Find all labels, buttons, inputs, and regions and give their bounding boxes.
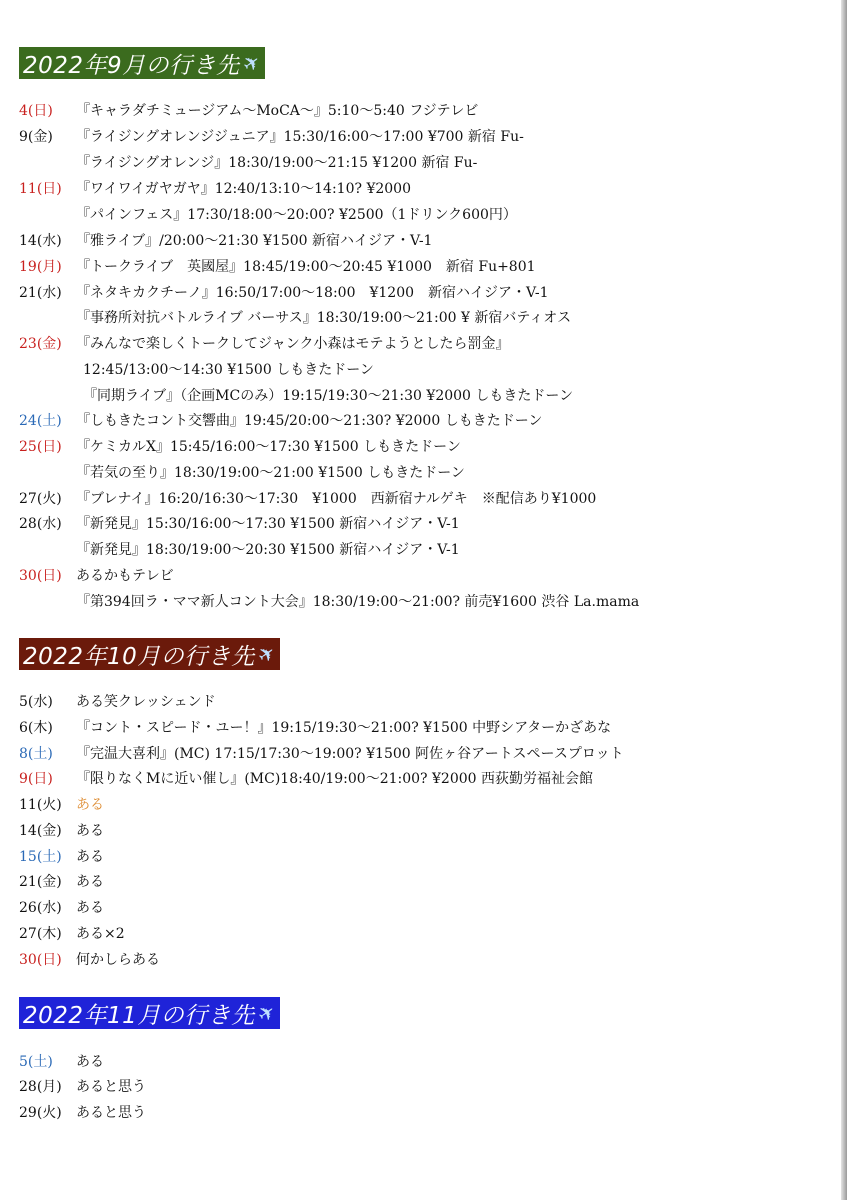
month-heading-text: 2022年11月の行き先 <box>23 1002 255 1029</box>
entry-date: 5(水) <box>19 694 53 710</box>
entry-date: 21(金) <box>19 874 62 890</box>
list-item <box>19 948 160 970</box>
entry-text: 『新発見』18:30/19:00〜20:30 ¥1500 新宿ハイジア・V-1 <box>76 542 460 558</box>
airplane-icon: ✈ <box>252 998 281 1028</box>
entry-date: 30(日) <box>19 568 62 584</box>
month-heading-november <box>19 997 280 1029</box>
entry-date: 30(日) <box>19 952 62 968</box>
entry-text: 『ワイワイガヤガヤ』12:40/13:10〜14:10? ¥2000 <box>76 181 411 197</box>
entry-text: ある <box>76 797 104 813</box>
list-item <box>19 255 536 277</box>
list-item <box>19 461 465 483</box>
entry-text: あると思う <box>76 1079 146 1095</box>
list-item <box>19 1101 146 1123</box>
entry-text: 『みんなで楽しくトークしてジャンク小森はモテようとしたら罰金』 <box>76 336 510 352</box>
entry-text: 『ライジングオレンジ』18:30/19:00〜21:15 ¥1200 新宿 Fu- <box>76 155 478 171</box>
list-item <box>19 99 478 121</box>
entry-text: 『しもきたコント交響曲』19:45/20:00〜21:30? ¥2000 しもきたドーン <box>76 413 543 429</box>
list-item <box>19 151 477 173</box>
entry-text: ある <box>76 900 104 916</box>
list-item <box>19 203 517 225</box>
entry-date: 11(日) <box>19 181 62 197</box>
list-item <box>19 229 432 251</box>
list-item <box>19 793 104 815</box>
entry-text: 『ブレナイ』16:20/16:30〜17:30 ¥1000 西新宿ナルゲキ ※配信あり¥1000 <box>76 491 597 507</box>
entry-date: 11(火) <box>19 797 62 813</box>
list-item <box>19 512 460 534</box>
entry-text: 『同期ライブ』（企画MCのみ）19:15/19:30〜21:30 ¥2000 しもきたドーン <box>83 388 574 404</box>
entry-date: 14(金) <box>19 823 62 839</box>
entry-date: 25(日) <box>19 439 62 455</box>
entry-text: 『コント・スピード・ユー！』19:15/19:30〜21:00? ¥1500 中野シアターかざあな <box>76 720 612 736</box>
entry-date: 6(木) <box>19 720 53 736</box>
entry-text: 『ケミカルX』15:45/16:00〜17:30 ¥1500 しもきたドーン <box>76 439 461 455</box>
entry-text: ある <box>76 823 104 839</box>
list-item <box>19 177 411 199</box>
entry-text: ある <box>76 874 104 890</box>
entry-text: 何かしらある <box>76 952 160 968</box>
entry-text: 『事務所対抗バトルライブ バーサス』18:30/19:00〜21:00 ¥ 新宿バティオス <box>76 310 572 326</box>
list-item <box>19 409 542 431</box>
list-item <box>19 332 509 354</box>
month-heading-text: 2022年9月の行き先 <box>23 52 240 79</box>
page-edge-shadow <box>841 0 847 1200</box>
list-item <box>19 487 596 509</box>
entry-date: 14(水) <box>19 233 62 249</box>
entry-date: 15(土) <box>19 849 62 865</box>
entry-text: あるかもテレビ <box>76 568 174 584</box>
entry-text: 『新発見』15:30/16:00〜17:30 ¥1500 新宿ハイジア・V-1 <box>76 516 460 532</box>
entry-text: 『完温大喜利』(MC) 17:15/17:30〜19:00? ¥1500 阿佐ヶ谷アートスペースプロット <box>76 746 624 762</box>
month-heading-september <box>19 47 265 79</box>
entry-text: 12:45/13:00〜14:30 ¥1500 しもきたドーン <box>83 362 374 378</box>
entry-date: 28(月) <box>19 1079 62 1095</box>
list-item <box>19 125 524 147</box>
entry-text: 『ネタキカクチーノ』16:50/17:00〜18:00 ¥1200 新宿ハイジア・V-1 <box>76 285 549 301</box>
list-item <box>19 384 573 406</box>
entry-text: 『ライジングオレンジジュニア』15:30/16:00〜17:00 ¥700 新宿 Fu- <box>76 129 524 145</box>
airplane-icon: ✈ <box>237 48 266 78</box>
list-item <box>19 1050 104 1072</box>
entry-text: ある×2 <box>76 926 125 942</box>
list-item <box>19 306 571 328</box>
entry-text: 『若気の至り』18:30/19:00〜21:00 ¥1500 しもきたドーン <box>76 465 465 481</box>
entry-date: 4(日) <box>19 103 53 119</box>
entry-text: 『パインフェス』17:30/18:00〜20:00? ¥2500（1ドリンク600円） <box>76 207 517 223</box>
entry-date: 9(金) <box>19 129 53 145</box>
entry-text: ある <box>76 1054 104 1070</box>
entry-date: 8(土) <box>19 746 53 762</box>
entry-date: 5(土) <box>19 1054 53 1070</box>
list-item <box>19 435 461 457</box>
list-item <box>19 281 548 303</box>
entry-date: 19(月) <box>19 259 62 275</box>
entry-text: 『キャラダチミュージアム〜MoCA〜』5:10〜5:40 フジテレビ <box>76 103 479 119</box>
list-item <box>19 819 104 841</box>
month-heading-october <box>19 638 280 670</box>
entry-text: 『第394回ラ・ママ新人コント大会』18:30/19:00〜21:00? 前売¥1600 渋谷 La.mama <box>76 594 640 610</box>
list-item <box>19 564 174 586</box>
list-item <box>19 845 104 867</box>
month-heading-text: 2022年10月の行き先 <box>23 643 255 670</box>
list-item <box>19 1075 146 1097</box>
entry-date: 9(日) <box>19 771 53 787</box>
list-item <box>19 590 639 612</box>
list-item <box>19 767 593 789</box>
entry-text: 『限りなくMに近い催し』(MC)18:40/19:00〜21:00? ¥2000 西荻勤労福祉会館 <box>76 771 594 787</box>
entry-text: ある <box>76 849 104 865</box>
entry-date: 28(水) <box>19 516 62 532</box>
list-item <box>19 716 611 738</box>
list-item <box>19 742 624 764</box>
entry-date: 27(木) <box>19 926 62 942</box>
entry-text: あると思う <box>76 1105 146 1121</box>
entry-date: 26(水) <box>19 900 62 916</box>
entry-date: 27(火) <box>19 491 62 507</box>
entry-date: 24(土) <box>19 413 62 429</box>
airplane-icon: ✈ <box>252 639 281 669</box>
entry-text: 『雅ライブ』/20:00〜21:30 ¥1500 新宿ハイジア・V-1 <box>76 233 433 249</box>
list-item <box>19 538 460 560</box>
entry-text: 『トークライブ 英國屋』18:45/19:00〜20:45 ¥1000 新宿 Fu+801 <box>76 259 536 275</box>
entry-text: ある笑クレッシェンド <box>76 694 216 710</box>
list-item <box>19 922 125 944</box>
list-item <box>19 896 104 918</box>
list-item <box>19 690 216 712</box>
list-item <box>19 870 104 892</box>
entry-date: 23(金) <box>19 336 62 352</box>
entry-date: 21(水) <box>19 285 62 301</box>
entry-date: 29(火) <box>19 1105 62 1121</box>
list-item <box>19 358 374 380</box>
